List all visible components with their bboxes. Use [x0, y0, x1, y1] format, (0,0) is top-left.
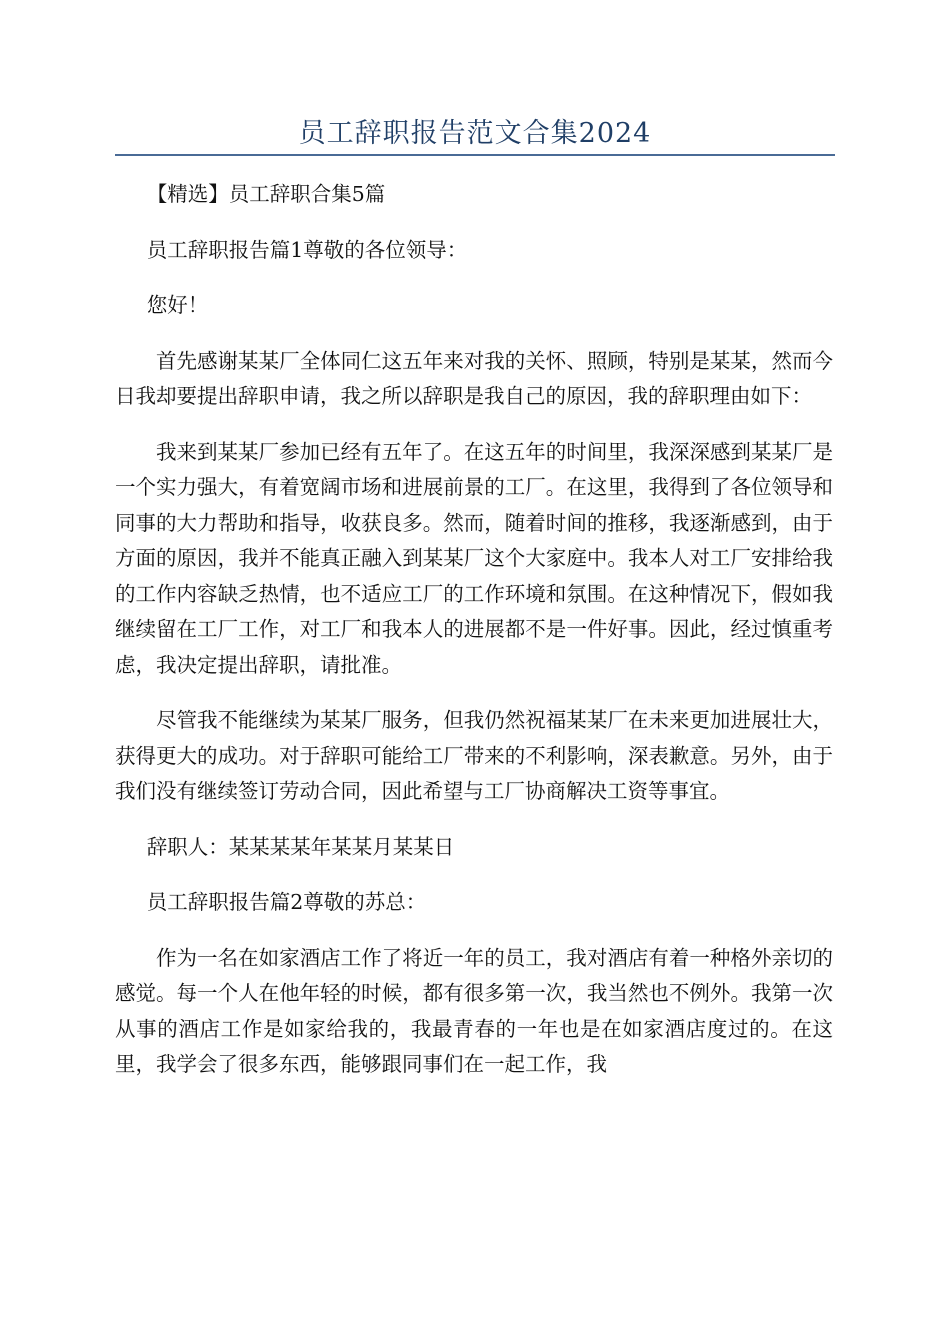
- title-underline: [115, 154, 835, 156]
- document-title: 员工辞职报告范文合集2024: [298, 118, 652, 149]
- paragraph-report-1-salutation: 员工辞职报告篇1尊敬的各位领导：: [146, 237, 468, 262]
- paragraph-reasons: 我来到某某厂参加已经有五年了。在这五年的时间里，我深深感到某某厂是一个实力强大，有着宽阔市场和进展前景的工厂。在这里，我得到了各位领导和同事的大力帮助和指导，收获良多。然而，随着时间的推移，我逐渐感到，由于方面的原因，我并不能真正融入到某某厂这个大家庭中。我本人对工厂安排给我的工作内容缺乏热情，也不适应工厂的工作环境和氛围。在这种情况下，假如我继续留在工厂工作，对工厂和我本人的进展都不是一件好事。因此，经过慎重考虑，我决定提出辞职，请批准。: [115, 439, 833, 677]
- paragraph-wishes: 尽管我不能继续为某某厂服务，但我仍然祝福某某厂在未来更加进展壮大，获得更大的成功。对于辞职可能给工厂带来的不利影响，深表歉意。另外，由于我们没有继续签订劳动合同，因此希望与工厂协商解决工资等事宜。: [115, 708, 833, 803]
- paragraph-greeting: 您好！: [146, 293, 209, 317]
- document-body: [115, 177, 833, 1103]
- paragraph-report-2-body: 作为一名在如家酒店工作了将近一年的员工，我对酒店有着一种格外亲切的感觉。每一个人在他年轻的时候，都有很多第一次，我当然也不例外。我第一次从事的酒店工作是如家给我的，我最青春的一年也是在如家酒店度过的。在这里，我学会了很多东西，能够跟同事们在一起工作，我: [115, 945, 833, 1076]
- paragraph-signature: 辞职人：某某某某年某某月某某日: [146, 834, 455, 859]
- paragraph-report-2-salutation: 员工辞职报告篇2尊敬的苏总：: [146, 890, 427, 914]
- paragraph-selection-heading: 【精选】员工辞职合集5篇: [146, 182, 386, 206]
- paragraph-thanks: 首先感谢某某厂全体同仁这五年来对我的关怀、照顾，特别是某某，然而今日我却要提出辞职申请，我之所以辞职是我自己的原因，我的辞职理由如下：: [115, 348, 833, 408]
